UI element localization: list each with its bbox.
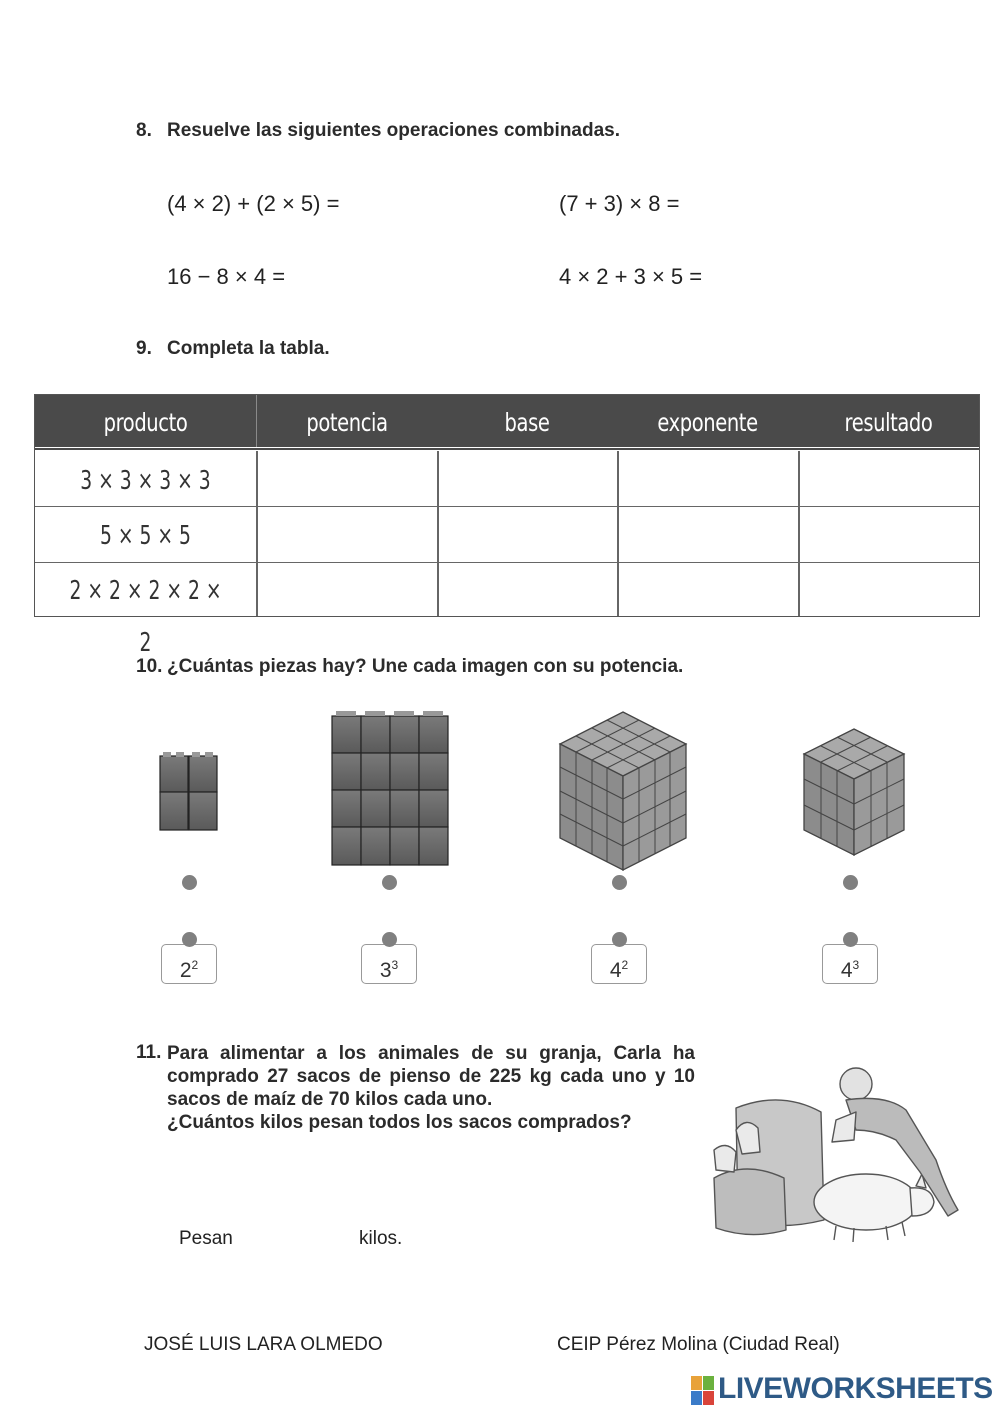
author-name: JOSÉ LUIS LARA OLMEDO	[144, 1334, 383, 1355]
liveworksheets-logo-icon	[690, 1374, 716, 1408]
match-dot-label-1[interactable]	[182, 932, 197, 947]
match-dot-label-3[interactable]	[612, 932, 627, 947]
power-exponent: 3	[852, 958, 860, 972]
match-dot-image-4[interactable]	[843, 875, 858, 890]
q9-title: Completa la tabla.	[167, 338, 330, 359]
q10-title: ¿Cuántas piezas hay? Une cada imagen con su potencia.	[167, 656, 684, 677]
q8-op-4: 4 × 2 + 3 × 5 =	[559, 264, 703, 289]
power-label-4	[822, 944, 878, 984]
match-dot-image-1[interactable]	[182, 875, 197, 890]
answer-cell[interactable]	[258, 508, 436, 561]
header-producto: producto	[103, 408, 188, 437]
q8-op-3: 16 − 8 × 4 =	[167, 264, 286, 289]
answer-cell[interactable]	[619, 453, 797, 505]
power-exponent: 2	[621, 958, 629, 972]
pieces-2x2-image	[156, 750, 222, 836]
answer-prefix: Pesan	[179, 1228, 233, 1249]
answer-cell[interactable]	[800, 564, 978, 615]
header-base: base	[504, 408, 550, 437]
cube-4x4x4-image	[556, 708, 690, 874]
q11-line-4: ¿Cuántos kilos pesan todos los sacos comprados?	[167, 1112, 632, 1133]
q8-title: Resuelve las siguientes operaciones combinadas.	[167, 120, 621, 141]
match-dot-image-3[interactable]	[612, 875, 627, 890]
school-name: CEIP Pérez Molina (Ciudad Real)	[557, 1334, 840, 1355]
power-base: 4	[840, 959, 853, 982]
answer-cell[interactable]	[439, 564, 616, 615]
power-base: 3	[379, 959, 392, 982]
match-dot-image-2[interactable]	[382, 875, 397, 890]
row-product-2: 5 × 5 × 5	[100, 521, 191, 551]
header-exponente: exponente	[657, 408, 758, 437]
answer-cell[interactable]	[800, 508, 978, 561]
answer-cell[interactable]	[800, 453, 978, 505]
q8-number: 8.	[136, 120, 152, 141]
answer-cell[interactable]	[439, 453, 616, 505]
power-exponent: 2	[191, 958, 199, 972]
table-header	[35, 395, 979, 451]
liveworksheets-brand[interactable]: LIVEWORKSHEETS	[718, 1372, 993, 1405]
q11-number: 11.	[136, 1042, 162, 1063]
power-label-3	[591, 944, 647, 984]
row-product-3: 2 × 2 × 2 × 2 × 2	[69, 576, 222, 658]
q9-number: 9.	[136, 338, 152, 359]
answer-suffix: kilos.	[359, 1228, 403, 1249]
q11-line-1: Para alimentar a los animales de su granja, Carla ha	[167, 1043, 695, 1064]
cube-3x3x3-image	[800, 725, 908, 859]
power-base: 4	[609, 959, 622, 982]
header-resultado: resultado	[844, 408, 933, 437]
power-exponent: 3	[391, 958, 399, 972]
row-product-1: 3 × 3 × 3 × 3	[80, 466, 211, 496]
q10-number: 10.	[136, 656, 163, 677]
match-dot-label-4[interactable]	[843, 932, 858, 947]
power-base: 2	[179, 959, 192, 982]
farmer-with-pigs-illustration	[706, 1060, 976, 1246]
q11-line-3: sacos de maíz de 70 kilos cada uno.	[167, 1089, 493, 1110]
answer-cell[interactable]	[258, 453, 436, 505]
q11-line-2: comprado 27 sacos de pienso de 225 kg cada uno y 10	[167, 1066, 695, 1087]
answer-cell[interactable]	[619, 508, 797, 561]
powers-table	[34, 394, 980, 658]
match-dot-label-2[interactable]	[382, 932, 397, 947]
header-potencia: potencia	[306, 408, 388, 437]
q8-op-1: (4 × 2) + (2 × 5) =	[167, 191, 340, 216]
answer-input[interactable]	[240, 1224, 352, 1252]
pieces-4x4-image	[328, 708, 452, 870]
power-label-1	[161, 944, 217, 984]
q11-problem-text	[167, 1042, 695, 1134]
q8-op-2: (7 + 3) × 8 =	[559, 191, 680, 216]
answer-cell[interactable]	[619, 564, 797, 615]
answer-cell[interactable]	[258, 564, 436, 615]
power-label-2	[361, 944, 417, 984]
answer-cell[interactable]	[439, 508, 616, 561]
